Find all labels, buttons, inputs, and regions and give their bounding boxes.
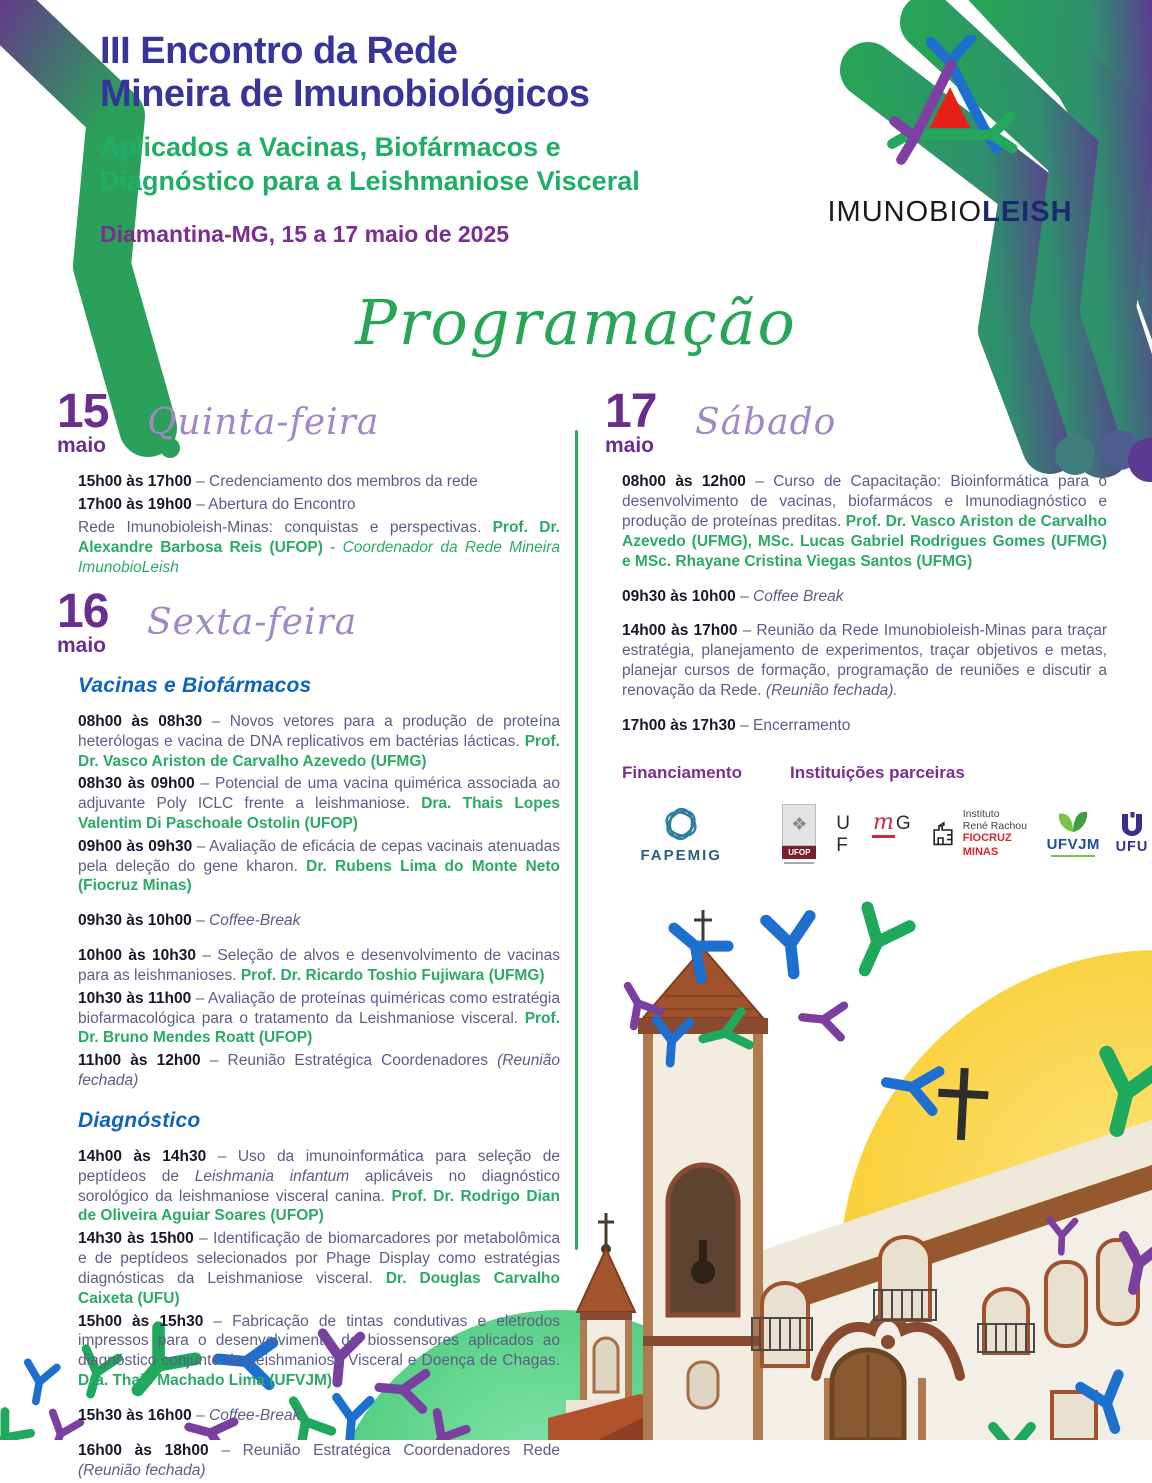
day-weekday: Sábado [695, 402, 837, 443]
session-entry: 15h30 às 16h00 – Coffee-Break [78, 1406, 301, 1424]
sessions-day-17 [605, 472, 1107, 735]
right-column [605, 385, 1152, 865]
day-header-17 [605, 385, 1152, 458]
event-title: III Encontro da Rede Mineira de Imunobiológicos [100, 30, 590, 115]
session-entry: 16h00 às 18h00 – Reunião Estratégica Coordenadores Rede (Reunião fechada) [78, 1441, 560, 1479]
day-number: 16 [57, 584, 109, 638]
session-entry: 10h00 às 10h30 – Seleção de alvos e desenvolvimento de vacinas para as leishmanioses. Prof. Dr. Ricardo Toshio Fujiwara (UFMG) [78, 947, 560, 984]
column-divider [575, 430, 578, 1250]
session-entry: 17h00 às 19h00 – Abertura do Encontro [78, 496, 356, 514]
ufvjm-logo: UFVJM [1047, 810, 1100, 857]
ufop-logo: ❖ UFOP [778, 804, 820, 864]
session-entry: 08h30 às 09h00 – Potencial de uma vacina quimérica associada ao adjuvante Poly ICLC frente a leishmaniose. Dra. Thais Lopes Valentim Di Paschoale Ostolin (UFOP) [78, 775, 560, 832]
fapemig-logo-icon [659, 803, 703, 845]
day-header-16 [57, 584, 560, 657]
session-entry: 14h00 às 17h00 – Reunião da Rede Imunobioleish-Minas para traçar estratégia, planejamento de experimentos, traçar objetivos e metas, planejar cursos de formação, programação de reuniões e discutir a renovação da Rede. (Reunião fechada). [622, 622, 1107, 699]
partners-label: Instituições parceiras [790, 763, 965, 783]
day-header-15 [57, 385, 560, 458]
page-title: Programação [355, 286, 797, 359]
ufu-logo: UFU [1112, 812, 1152, 855]
session-entry: 17h00 às 17h30 – Encerramento [622, 716, 851, 734]
funding-label: Financiamento [622, 763, 742, 783]
header [100, 30, 800, 248]
day-month: maio [605, 434, 655, 458]
ufop-crest-icon: ❖ [782, 804, 816, 846]
imunobioleish-wordmark: IMUNOBIOLEISH [827, 196, 1073, 228]
section-heading-vacinas: Vacinas e Biofármacos [78, 673, 312, 697]
event-subtitle: Aplicados a Vacinas, Biofármacos e Diagnóstico para a Leishmaniose Visceral [100, 132, 640, 196]
event-date-location: Diamantina-MG, 15 a 17 maio de 2025 [100, 220, 510, 247]
day-month: maio [57, 434, 107, 458]
session-entry: 09h00 às 09h30 – Avaliação de eficácia de cepas vacinais atenuadas pela deleção do gene kharon. Dr. Rubens Lima do Monte Neto (Fiocruz Minas) [78, 837, 560, 895]
day-weekday: Sexta-feira [147, 601, 358, 643]
session-entry: 11h00 às 12h00 – Reunião Estratégica Coordenadores (Reunião fechada) [78, 1052, 560, 1090]
ufu-u-icon [1119, 812, 1145, 838]
ufvjm-leaf-icon [1055, 810, 1091, 836]
session-entry: Rede Imunobioleish-Minas: conquistas e perspectivas. Prof. Dr. Alexandre Barbosa Reis (UFOP) - Coordenador da Rede Mineira ImunobioLeish [78, 519, 560, 576]
session-entry: 08h00 às 12h00 – Curso de Capacitação: Bioinformática para o desenvolvimento de vacinas, biofarmácos e Imunodiagnóstico e produção de proteínas preditas. Prof. Dr. Vasco Ariston de Carvalho Azevedo (UFMG), MSc. Lucas Gabriel Rodrigues Gomes (UFMG) e MSc. Rhayane Cristina Viegas Santos (UFMG) [622, 473, 1107, 570]
fapemig-logo: FAPEMIG [622, 803, 740, 864]
logos-row [622, 803, 1152, 864]
sessions-vacinas [57, 712, 560, 1091]
sessions-day-15 [57, 472, 560, 577]
ufmg-logo: U F m G [836, 810, 915, 857]
session-entry: 09h30 às 10h00 – Coffee Break [622, 587, 844, 605]
section-heading-diagnostico: Diagnóstico [78, 1108, 201, 1132]
fiocruz-castle-icon [931, 817, 958, 851]
footer [605, 763, 1152, 864]
imunobioleish-logo [800, 35, 1100, 229]
day-number: 17 [605, 385, 657, 438]
session-entry: 09h30 às 10h00 – Coffee-Break [78, 912, 301, 930]
session-entry: 14h30 às 15h00 – Identificação de biomarcadores por metabolômica e de peptídeos selecionados por Phage Display como estratégias diagnósticas da Leishmaniose visceral. Dr. Douglas Carvalho Caixeta (UFU) [78, 1230, 560, 1307]
session-entry: 10h30 às 11h00 – Avaliação de proteínas quiméricas como estratégia biofarmacológica para o tratamento da Leishmaniose visceral. Prof. Dr. Bruno Mendes Roatt (UFOP) [78, 989, 560, 1047]
imunobioleish-logo-icon [865, 35, 1035, 187]
day-number: 15 [57, 385, 109, 438]
day-month: maio [57, 633, 107, 657]
left-column [57, 385, 560, 1483]
fiocruz-logo: Instituto René Rachou FIOCRUZ MINAS [931, 809, 1033, 858]
session-entry: 08h00 às 08h30 – Novos vetores para a produção de proteína heterólogas e vacina de DNA replicativos em bactérias lácticas. Prof. Dr. Vasco Ariston de Carvalho Azevedo (UFMG) [78, 712, 560, 770]
session-entry: 14h00 às 14h30 – Uso da imunoinformática para seleção de peptídeos de Leishmania infantum aplicáveis no diagnóstico sorológico da leishmaniose visceral canina. Prof. Dr. Rodrigo Dian de Oliveira Aguiar Soares (UFOP) [78, 1147, 560, 1225]
session-entry: 15h00 às 15h30 – Fabricação de tintas condutivas e eletrodos impressos para o desenvolvimento de biossensores aplicados ao diagnóstico conjunto da Leishmaniose Visceral e Doença de Chagas. Dra. Thais Machado Lima (UFVJM) [78, 1312, 560, 1390]
day-weekday: Quinta-feira [147, 402, 380, 443]
session-entry: 15h00 às 17h00 – Credenciamento dos membros da rede [78, 473, 478, 491]
sessions-diagnostico [57, 1147, 560, 1480]
